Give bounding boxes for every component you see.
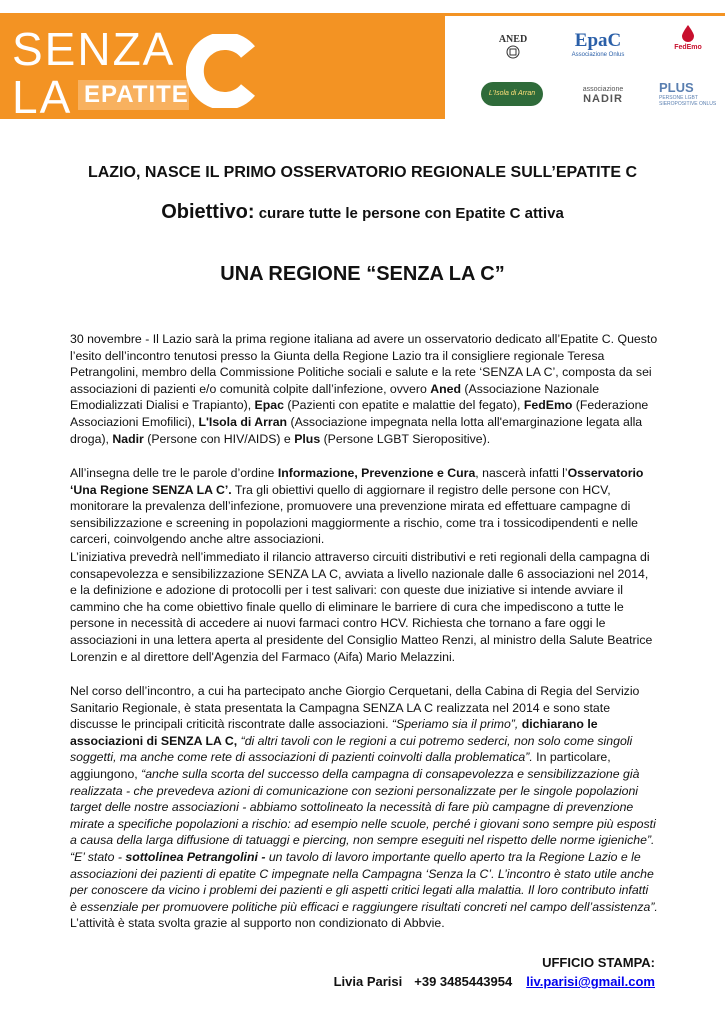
logo-c-icon bbox=[186, 34, 260, 108]
fedemo-drop-icon bbox=[680, 24, 696, 42]
logo-la: LA bbox=[12, 71, 73, 119]
contact-name: Livia Parisi bbox=[333, 974, 403, 989]
epac-logo: EpaC Associazione Onlus bbox=[571, 30, 625, 58]
partner-logos bbox=[445, 16, 725, 119]
plus-logo: PLUS PERSONE LGBT SIEROPOSITIVE ONLUS bbox=[659, 80, 717, 107]
nadir-logo: associazione NADIR bbox=[582, 86, 624, 105]
logo-senza: SENZA bbox=[12, 23, 176, 75]
paragraph-intro: 30 novembre - Il Lazio sarà la prima regione italiana ad avere un osservatorio dedicato all’Epatite C. Questo l’esito dell’incontro tenutosi presso la Giunta della Regione Lazio tra il consigliere regionale Teresa Petrangolini, membro della Commissione Politiche sociali e salute e la rete ‘SENZA LA C’, composta da sei associazioni di pazienti e/o comunità colpite dall’infezione, ovvero Aned (Associazione Nazionale Emodializzati Dialisi e Trapianto), Epac (Pazienti con epatite e malattie del fegato), FedEmo (Federazione Associazioni Emofilici), L'Isola di Arran (Associazione impegnata nella lotta all'emarginazione legata alla droga), Nadir (Persone con HIV/AIDS) e Plus (Persone LGBT Sieropositive). bbox=[70, 332, 658, 446]
press-office-label: UFFICIO STAMPA: bbox=[542, 955, 655, 970]
objective-line bbox=[0, 201, 725, 224]
paragraph-meeting: Nel corso dell’incontro, a cui ha partecipato anche Giorgio Cerquetani, della Cabina di Regia del Servizio Sanitario Regionale, è stata presentata la Campagna SENZA LA C realizzata nel 2014 e sono state discusse le principali criticità riscontrate dalle associazioni. “Speriamo sia il primo”, dichiarano le associazioni di SENZA LA C, “di altri tavoli con le regioni a cui potremo sederci, non solo come singoli soggetti, ma anche come rete di associazioni di pazienti coinvolti dalla problematica”. In particolare, aggiungono, “anche sulla scorta del successo della campagna di consapevolezza e sensibilizzazione già realizzata - che prevedeva azioni di comunicazione con sezioni personalizzate per le singole popolazioni target delle nostre associazioni - abbiamo sottolineato la necessità di fare più campagne di prevenzione mirate a specifiche popolazioni a rischio: ad esempio nelle scuole, perché i giovani sono sempre più esposti a causa della larga diffusione di tatuaggi e piercing, non sempre eseguiti nel rispetto delle norme igieniche”. “E’ stato - sottolinea Petrangolini - un tavolo di lavoro importante quello aperto tra la Regione Lazio e le associazioni dei pazienti di epatite C impegnate nella Campagna ‘Senza la C’. L’incontro è stato utile anche per conoscere da vicino i problemi dei pazienti e gli aspetti critici legati alla malattia. Il loro contributo infatti è essenziale per promuovere politiche più efficaci e raggiungere risultati concreti nel campo dell’assistenza”. L’attività è stata svolta grazie al supporto non condizionato di Abbvie. bbox=[70, 684, 658, 931]
contact-email-link[interactable]: liv.parisi@gmail.com bbox=[526, 974, 655, 989]
paragraph-initiative: L’iniziativa prevedrà nell’immediato il rilancio attraverso circuiti distributivi e reti regionali della campagna di consapevolezza e sensibilizzazione SENZA LA C, avviata a livello nazionale dalle 6 associazioni nel 2014, e la definizione e adozione di protocolli per i test salivari: con queste due iniziative si intende avviare il cammino che ha come obiettivo finale quello di eliminare le barriere di cura che impediscono a tutte le persone in necessità di accedere ai nuovi farmaci contro HCV. Richiesta che tornano a fare oggi le associazioni in una lettera aperta al presidente del Consiglio Matteo Renzi, al ministro della Salute Beatrice Lorenzin e al direttore dell'Agenzia del Farmaco (Aifa) Mario Melazzini. bbox=[70, 550, 653, 664]
press-release-title: LAZIO, NASCE IL PRIMO OSSERVATORIO REGIONALE SULL’EPATITE C bbox=[87, 164, 638, 181]
aned-emblem-icon bbox=[506, 45, 520, 59]
logo-epatite: EPATITE bbox=[78, 80, 189, 110]
objective-label: Obiettivo: bbox=[161, 201, 255, 223]
region-headline: UNA REGIONE “SENZA LA C” bbox=[220, 263, 505, 285]
isola-di-arran-logo: L'Isola di Arran bbox=[481, 82, 543, 106]
paragraph-observatory: All’insegna delle tre le parole d’ordine Informazione, Prevenzione e Cura, nascerà infatti l’Osservatorio ‘Una Regione SENZA LA C’. Tra gli obiettivi quello di aggiornare il registro delle persone con HCV, monitorare la prevalenza dell’infezione, promuovere una prevenzione mirata ed effettuare campagne di sensibilizzazione e screening in popolazioni maggiormente a rischio, come tra i tossicodipendenti e nelle carceri, coinvolgendo anche altre associazioni. bbox=[70, 466, 644, 547]
objective-text: curare tutte le persone con Epatite C attiva bbox=[254, 205, 564, 222]
aned-logo: ANED bbox=[483, 34, 543, 61]
contact-phone: +39 3485443954 bbox=[414, 974, 513, 989]
fedemo-logo: FedEmo bbox=[663, 24, 713, 51]
press-contact bbox=[334, 974, 655, 989]
senza-la-c-logo bbox=[0, 16, 445, 119]
